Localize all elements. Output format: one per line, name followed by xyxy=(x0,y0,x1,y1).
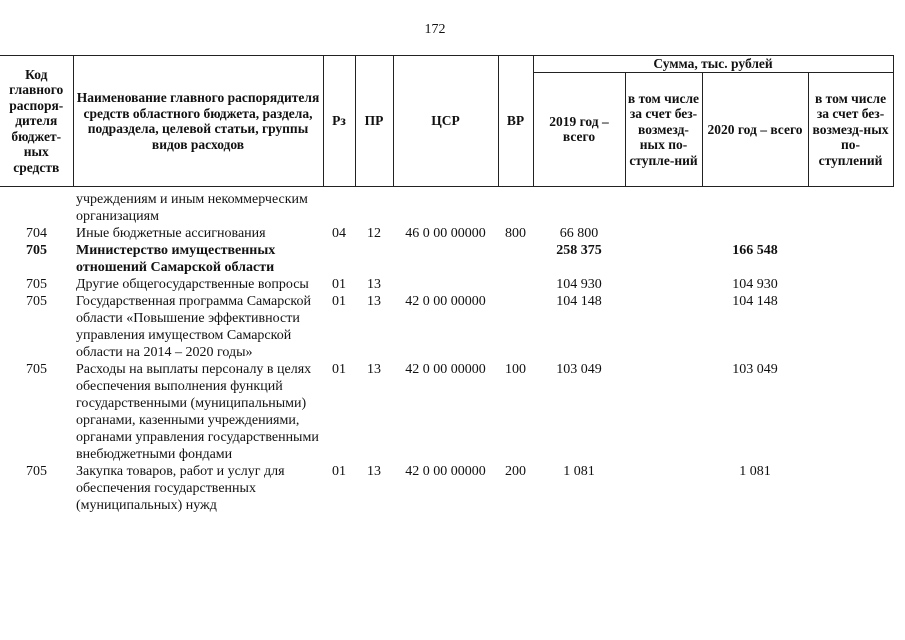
cell-csr xyxy=(393,276,498,293)
header-csr: ЦСР xyxy=(393,56,498,187)
cell-name: Другие общегосударственные вопросы xyxy=(76,277,309,292)
cell-2019-total: 1 081 xyxy=(563,464,595,479)
cell-2019-total: 104 930 xyxy=(556,277,602,292)
cell-pr: 13 xyxy=(367,277,381,292)
cell-2020-free xyxy=(808,225,893,242)
cell-name: Закупка товаров, работ и услуг для обеспечения государственных (муниципальных) нужд xyxy=(76,464,285,513)
page-number: 172 xyxy=(424,22,446,37)
header-rz: Рз xyxy=(323,56,355,187)
cell-2019-free xyxy=(625,361,702,463)
cell-2020-free xyxy=(808,361,893,463)
cell-vr xyxy=(498,187,533,226)
cell-2019-total: 104 148 xyxy=(556,294,602,309)
cell-2019-total: 66 800 xyxy=(559,226,599,241)
cell-pr: 12 xyxy=(367,226,381,241)
cell-pr: 13 xyxy=(367,464,381,479)
table-row xyxy=(0,276,893,293)
cell-2020-free xyxy=(808,187,893,226)
cell-2020-total: 166 548 xyxy=(732,243,778,258)
cell-2020-free xyxy=(808,463,893,514)
cell-name: Расходы на выплаты персоналу в целях обеспечения выполнения функций государственными (муниципальными) органами, казенными учреждениями, органами управления государственными внебюджетными фондами xyxy=(76,362,319,462)
cell-rz: 01 xyxy=(332,277,346,292)
table-row xyxy=(0,242,893,276)
cell-name: Государственная программа Самарской области «Повышение эффективности управления имуществом Самарской области на 2014 – 2020 годы» xyxy=(76,294,312,360)
cell-2020-total xyxy=(702,187,808,226)
header-vr: ВР xyxy=(498,56,533,187)
cell-csr: 42 0 00 00000 xyxy=(405,294,486,309)
table-row xyxy=(0,293,893,361)
cell-2019-free xyxy=(625,187,702,226)
cell-2019-total xyxy=(533,187,625,226)
cell-vr: 100 xyxy=(505,362,526,377)
cell-2019-free xyxy=(625,276,702,293)
header-2020-total: 2020 год – всего xyxy=(702,72,808,187)
cell-2020-free xyxy=(808,276,893,293)
header-code: Код главного распоря-дителя бюджет-ных средств xyxy=(0,56,73,187)
table-body xyxy=(0,187,893,515)
cell-code: 705 xyxy=(26,277,47,292)
cell-2020-total: 1 081 xyxy=(739,464,771,479)
cell-pr: 13 xyxy=(367,362,381,377)
cell-2019-free xyxy=(625,242,702,276)
cell-rz: 01 xyxy=(332,362,346,377)
header-sum-group: Сумма, тыс. рублей xyxy=(533,56,893,73)
cell-csr: 46 0 00 00000 xyxy=(405,226,486,241)
cell-rz: 01 xyxy=(332,464,346,479)
table-row xyxy=(0,225,893,242)
cell-rz: 04 xyxy=(332,226,346,241)
cell-csr xyxy=(393,187,498,226)
cell-rz xyxy=(323,242,355,276)
header-2019-total: 2019 год – всего xyxy=(533,72,625,187)
cell-rz: 01 xyxy=(332,294,346,309)
cell-code: 705 xyxy=(26,294,47,309)
cell-vr: 800 xyxy=(505,226,526,241)
cell-code: 705 xyxy=(26,464,47,479)
cell-code xyxy=(0,187,73,226)
cell-vr xyxy=(498,293,533,361)
cell-vr xyxy=(498,276,533,293)
header-2019-free: в том числе за счет без-возмезд-ных по-ступле-ний xyxy=(625,72,702,187)
cell-2019-free xyxy=(625,293,702,361)
cell-code: 704 xyxy=(26,226,47,241)
cell-name: Иные бюджетные ассигнования xyxy=(76,226,266,241)
cell-pr xyxy=(355,187,393,226)
cell-2019-free xyxy=(625,463,702,514)
cell-2019-total: 258 375 xyxy=(556,243,602,258)
header-2020-free: в том числе за счет без-возмезд-ных по-ступлений xyxy=(808,72,893,187)
cell-code: 705 xyxy=(26,243,47,258)
cell-2019-free xyxy=(625,225,702,242)
cell-name: учреждениям и иным некоммерческим организациям xyxy=(76,192,308,224)
cell-2019-total: 103 049 xyxy=(556,362,602,377)
cell-2020-total: 103 049 xyxy=(732,362,778,377)
cell-rz xyxy=(323,187,355,226)
cell-2020-total: 104 148 xyxy=(732,294,778,309)
cell-csr: 42 0 00 00000 xyxy=(405,362,486,377)
cell-csr xyxy=(393,242,498,276)
cell-pr: 13 xyxy=(367,294,381,309)
cell-vr: 200 xyxy=(505,464,526,479)
cell-csr: 42 0 00 00000 xyxy=(405,464,486,479)
header-name: Наименование главного распорядителя средств областного бюджета, раздела, подраздела, целевой статьи, группы видов расходов xyxy=(73,56,323,187)
cell-2020-total: 104 930 xyxy=(732,277,778,292)
cell-code: 705 xyxy=(26,362,47,377)
table-row xyxy=(0,361,893,463)
header-pr: ПР xyxy=(355,56,393,187)
cell-2020-total xyxy=(702,225,808,242)
cell-vr xyxy=(498,242,533,276)
budget-table xyxy=(0,55,894,514)
cell-pr xyxy=(355,242,393,276)
cell-2020-free xyxy=(808,242,893,276)
cell-name: Министерство имущественных отношений Самарской области xyxy=(76,243,276,275)
table-row xyxy=(0,187,893,226)
cell-2020-free xyxy=(808,293,893,361)
table-row xyxy=(0,463,893,514)
